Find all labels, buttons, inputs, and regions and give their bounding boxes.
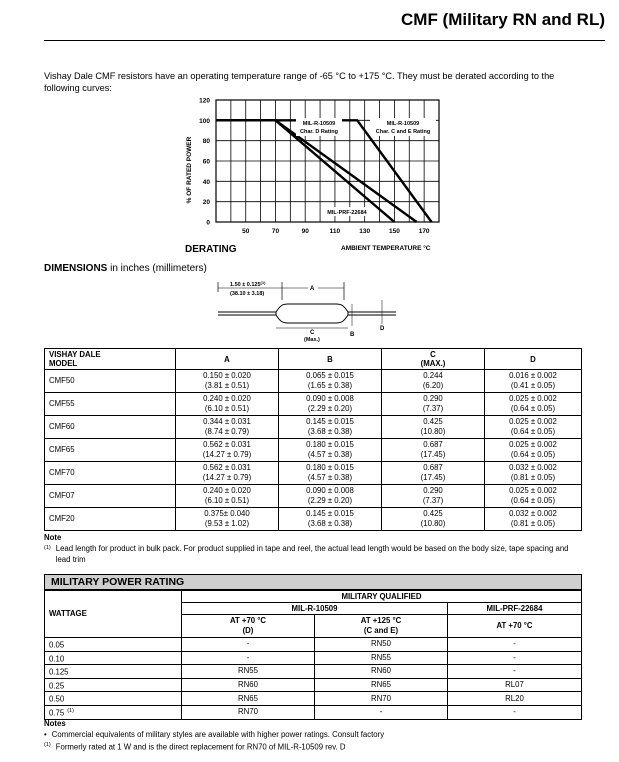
x-tick-label: 150 (388, 228, 400, 235)
military-power-rating-heading: MILITARY POWER RATING (44, 574, 582, 590)
model-cell: CMF50 (45, 370, 176, 393)
wattage-cell: 0.10 (45, 651, 182, 665)
header-a: A (176, 349, 279, 370)
x-axis-label: AMBIENT TEMPERATURE °C (341, 245, 431, 252)
derating-chart (44, 90, 464, 260)
annotation-char-ce-line2: Char. C and E Rating (375, 129, 431, 135)
rating-prf-cell: - (448, 651, 582, 665)
rating-prf-cell: - (448, 665, 582, 679)
y-tick-label: 80 (202, 138, 210, 146)
rating-d-cell: RN55 (182, 665, 315, 679)
table-row (45, 370, 582, 393)
rating-d-cell: RN65 (182, 692, 315, 706)
table-row (45, 485, 582, 508)
x-tick-label: 50 (242, 228, 250, 235)
dim-c-cell: 0.425 (10.80) (382, 416, 485, 439)
dim-b-cell: 0.145 ± 0.015 (3.68 ± 0.38) (279, 508, 382, 531)
dim-a-cell: 0.375± 0.040 (9.53 ± 1.02) (176, 508, 279, 531)
table-row (45, 508, 582, 531)
header-military-qualified: MILITARY QUALIFIED (182, 591, 582, 603)
dim-b-cell: 0.180 ± 0.015 (4.57 ± 0.38) (279, 439, 382, 462)
rating-d-cell: RN60 (182, 678, 315, 692)
dimensions-table (44, 348, 582, 531)
rating-ce-cell: RN70 (315, 692, 448, 706)
military-power-rating-table (44, 590, 582, 720)
annotation-prf: MIL-PRF-22684 (327, 210, 367, 216)
header-mil-r: MIL-R-10509 (182, 603, 448, 615)
header-at-70-d: AT +70 °C (D) (182, 615, 315, 638)
rating-ce-cell: RN55 (315, 651, 448, 665)
wattage-cell: 0.50 (45, 692, 182, 706)
dim-c-cell: 0.687 (17.45) (382, 439, 485, 462)
dim-d-cell: 0.025 ± 0.002 (0.64 ± 0.05) (485, 485, 582, 508)
dim-c-cell: 0.290 (7.37) (382, 393, 485, 416)
rating-ce-cell: RN60 (315, 665, 448, 679)
dim-d-cell: 0.032 ± 0.002 (0.81 ± 0.05) (485, 462, 582, 485)
table-row (45, 651, 582, 665)
table-row (45, 692, 582, 706)
dim-d-cell: 0.025 ± 0.002 (0.64 ± 0.05) (485, 393, 582, 416)
dim-d-cell: 0.025 ± 0.002 (0.64 ± 0.05) (485, 439, 582, 462)
table-row (45, 416, 582, 439)
dim-c-cell: 0.290 (7.37) (382, 485, 485, 508)
header-d: D (485, 349, 582, 370)
rating-ce-cell: - (315, 705, 448, 719)
dim-a-cell: 0.240 ± 0.020 (6.10 ± 0.51) (176, 393, 279, 416)
header-mil-prf: MIL-PRF-22684 (448, 603, 582, 615)
rating-prf-cell: RL07 (448, 678, 582, 692)
header-at-125-ce: AT +125 °C (C and E) (315, 615, 448, 638)
x-tick-label: 70 (271, 228, 280, 235)
wattage-cell: 0.125 (45, 665, 182, 679)
header-at-70-prf: AT +70 °C (448, 615, 582, 638)
dim-b-cell: 0.145 ± 0.015 (3.68 ± 0.38) (279, 416, 382, 439)
lead-length-mm-label: (38.10 ± 3.18) (230, 291, 265, 297)
dim-a-cell: 0.240 ± 0.020 (6.10 ± 0.51) (176, 485, 279, 508)
annotation-char-d-line2: Char. D Rating (300, 129, 338, 135)
wattage-cell: 0.75 $^{(1)}$ (45, 705, 182, 719)
dim-c-cell: 0.425 (10.80) (382, 508, 485, 531)
dimensions-heading: DIMENSIONS in inches (millimeters) (44, 263, 207, 274)
dim-b-cell: 0.180 ± 0.015 (4.57 ± 0.38) (279, 462, 382, 485)
annotation-char-ce-line1: MIL-R-10509 (386, 121, 420, 127)
dim-a-cell: 0.150 ± 0.020 (3.81 ± 0.51) (176, 370, 279, 393)
model-cell: CMF55 (45, 393, 176, 416)
dim-c-cell: 0.687 (17.45) (382, 462, 485, 485)
header-model: VISHAY DALE MODEL (45, 349, 176, 370)
dim-c-label: C (310, 330, 315, 336)
rating-prf-cell: RL20 (448, 692, 582, 706)
rating-ce-cell: RN65 (315, 678, 448, 692)
lead-length-label: $1.50 \pm 0.125^{(1)}$ (230, 280, 266, 288)
rating-ce-cell: RN50 (315, 638, 448, 652)
y-tick-label: 100 (199, 117, 210, 125)
model-cell: CMF60 (45, 416, 176, 439)
header-wattage: WATTAGE (45, 591, 182, 638)
rating-prf-cell: - (448, 705, 582, 719)
wattage-cell: 0.05 (45, 638, 182, 652)
y-tick-label: 20 (202, 199, 210, 207)
y-axis-label: % OF RATED POWER (186, 136, 193, 204)
dim-d-cell: 0.025 ± 0.002 (0.64 ± 0.05) (485, 416, 582, 439)
rating-d-cell: RN70 (182, 705, 315, 719)
page-title: CMF (Military RN and RL) (401, 10, 605, 29)
dim-b-label: B (350, 332, 355, 338)
rating-prf-cell: - (448, 638, 582, 652)
dim-d-cell: 0.016 ± 0.002 (0.41 ± 0.05) (485, 370, 582, 393)
header-c: C (MAX.) (382, 349, 485, 370)
y-tick-label: 60 (202, 158, 210, 166)
rating-d-cell: - (182, 651, 315, 665)
dim-a-cell: 0.562 ± 0.031 (14.27 ± 0.79) (176, 439, 279, 462)
dim-d-label: D (380, 326, 385, 332)
wattage-cell: 0.25 (45, 678, 182, 692)
dim-b-cell: 0.090 ± 0.008 (2.29 ± 0.20) (279, 393, 382, 416)
y-tick-label: 120 (199, 97, 210, 105)
dim-b-cell: 0.090 ± 0.008 (2.29 ± 0.20) (279, 485, 382, 508)
dim-a-label: A (310, 286, 315, 292)
intro-text: Vishay Dale CMF resistors have an operating temperature range of -65 °C to +175 °C. They must be derated according to the following curves: (44, 71, 555, 93)
model-cell: CMF70 (45, 462, 176, 485)
chart-title: DERATING (185, 244, 237, 255)
table-row (45, 393, 582, 416)
x-tick-label: 130 (359, 228, 371, 235)
y-tick-label: 40 (202, 178, 210, 186)
rating-d-cell: - (182, 638, 315, 652)
resistor-dimension-drawing (210, 278, 400, 346)
military-notes: Notes • Commercial equivalents of military styles are available with higher power ratings. Consult factory $^{(1)}$ Formerly rated at 1 W and is the direct replacement for RN70 of MIL-R-10509 rev. D (44, 719, 385, 752)
dim-d-cell: 0.032 ± 0.002 (0.81 ± 0.05) (485, 508, 582, 531)
table-row (45, 439, 582, 462)
dim-a-cell: 0.562 ± 0.031 (14.27 ± 0.79) (176, 462, 279, 485)
table-row (45, 462, 582, 485)
y-tick-label: 0 (206, 219, 210, 227)
dimensions-note: Note (1) Lead length for product in bulk pack. For product supplied in tape and reel, the actual lead length would be based on the body size, tape spacing and lead trim (44, 533, 569, 564)
x-tick-label: 90 (301, 228, 309, 235)
title-rule (44, 40, 605, 41)
x-tick-label: 170 (418, 228, 430, 235)
model-cell: CMF07 (45, 485, 176, 508)
table-row (45, 638, 582, 652)
dim-a-cell: 0.344 ± 0.031 (8.74 ± 0.79) (176, 416, 279, 439)
model-cell: CMF20 (45, 508, 176, 531)
dim-c-cell: 0.244 (6.20) (382, 370, 485, 393)
dim-c-max-label: (Max.) (304, 337, 320, 343)
x-tick-label: 110 (329, 228, 341, 235)
table-row (45, 665, 582, 679)
annotation-char-d-line1: MIL-R-10509 (302, 121, 336, 127)
table-row (45, 678, 582, 692)
dim-b-cell: 0.065 ± 0.015 (1.65 ± 0.38) (279, 370, 382, 393)
header-b: B (279, 349, 382, 370)
model-cell: CMF65 (45, 439, 176, 462)
